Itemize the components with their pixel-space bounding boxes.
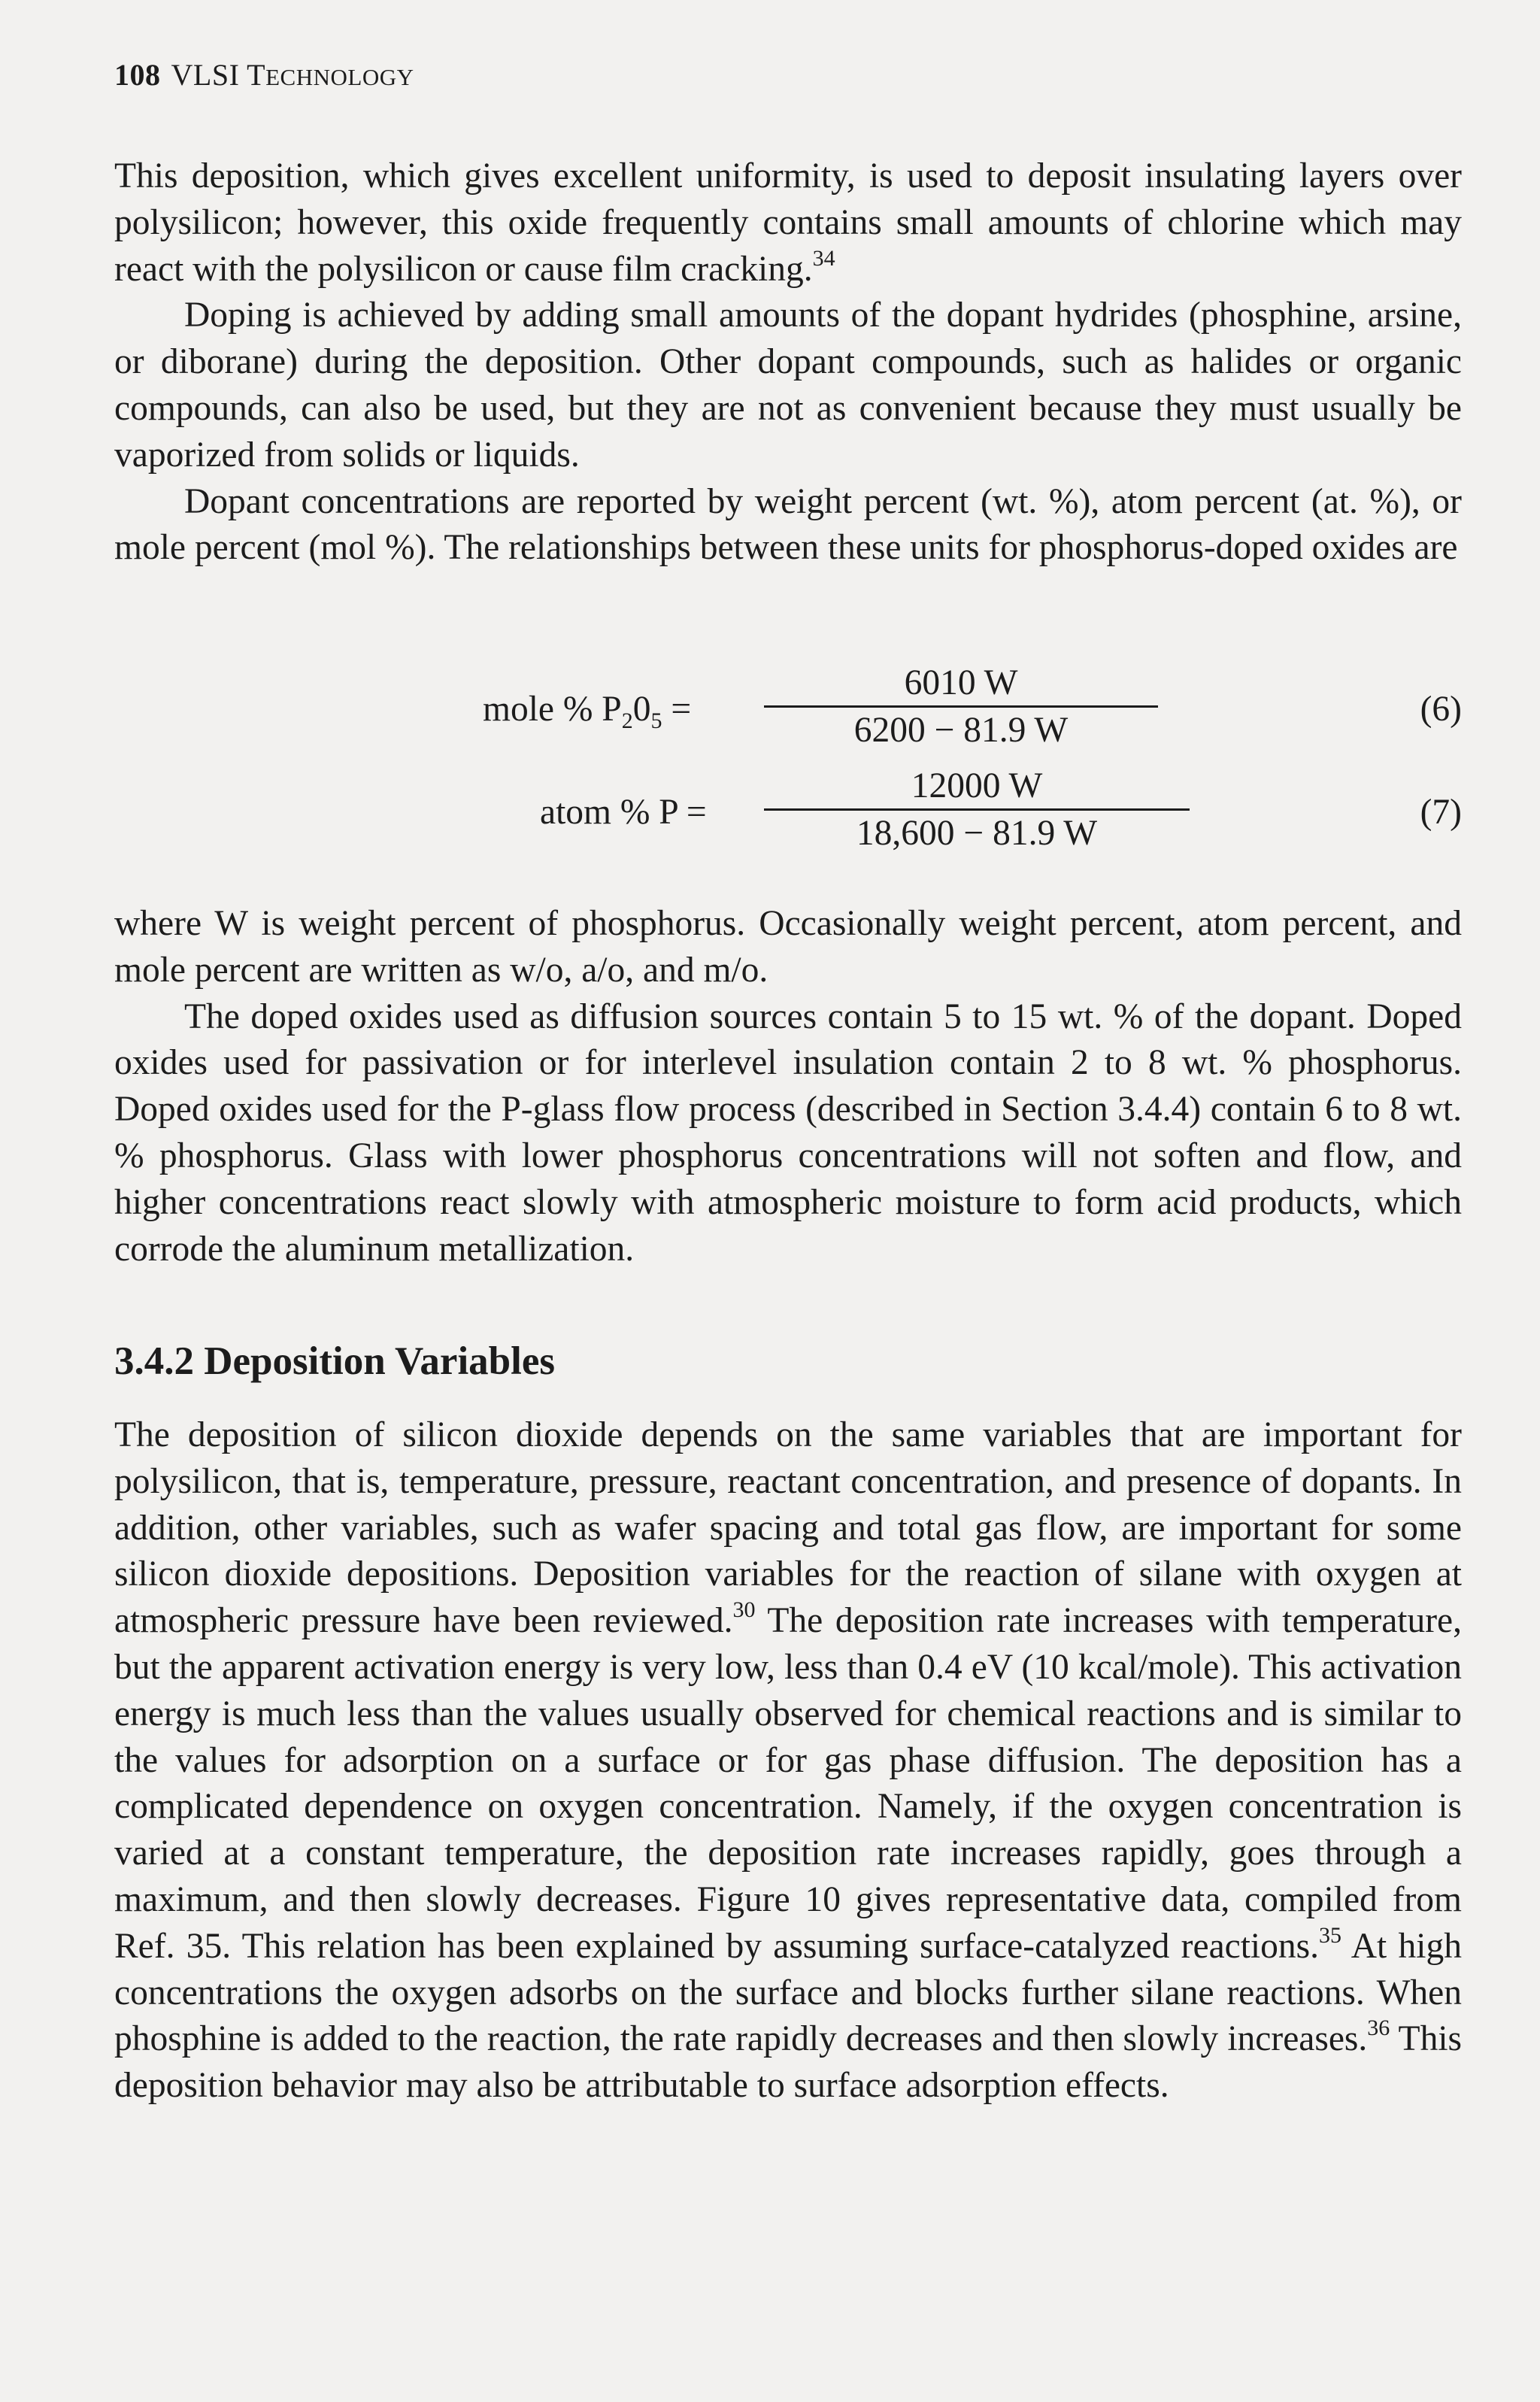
equation-7-lhs: atom % P =	[540, 793, 707, 832]
paragraph-4: where W is weight percent of phosphorus. Occasionally weight percent, atom percent, and mole percent are written as w/o, a/o, and m/o.	[114, 904, 1462, 990]
book-title-rest: ECHNOLOGY	[265, 64, 414, 90]
book-title-prefix: VLSI	[171, 58, 240, 92]
equation-6-lhs: mole % $P_20_5$ =	[483, 690, 692, 733]
equation-7-numerator: 12000 W	[911, 766, 1043, 805]
equation-6	[114, 660, 1462, 758]
equation-6-fraction	[764, 660, 1158, 753]
text-block-middle	[114, 901, 1462, 1272]
running-head	[114, 57, 414, 93]
equation-7-fraction	[764, 763, 1190, 856]
book-title-initial: T	[247, 58, 266, 92]
equation-7	[114, 763, 1462, 861]
paragraph-6: The deposition of silicon dioxide depends on the same variables that are important for polysilicon, that is, temperature, pressure, reactant concentration, and presence of dopants. In addition, other variables, such as wafer spacing and total gas flow, are important for some silicon dioxide depositions. Deposition variables for the reaction of silane with oxygen at atmospheric pressure have been reviewed.$^{30}$ The deposition rate increases with temperature, but the apparent activation energy is very low, less than 0.4 eV (10 kcal/mole). This activation energy is much less than the values usually observed for chemical reactions and is similar to the values for adsorption on a surface or for gas phase diffusion. The deposition has a complicated dependence on oxygen concentration. Namely, if the oxygen concentration is varied at a constant temperature, the deposition rate increases rapidly, goes through a maximum, and then slowly decreases. Figure 10 gives representative data, compiled from Ref. 35. This relation has been explained by assuming surface-catalyzed reactions.$^{35}$ At high concentrations the oxygen adsorbs on the surface and blocks further silane reactions. When phosphine is added to the reaction, the rate rapidly decreases and then slowly increases.$^{36}$ This deposition behavior may also be attributable to surface adsorption effects.	[114, 1415, 1462, 2106]
equation-6-number: (6)	[1420, 690, 1462, 729]
section-heading: 3.4.2 Deposition Variables	[114, 1339, 556, 1383]
paragraph-2: Doping is achieved by adding small amounts of the dopant hydrides (phosphine, arsine, or diborane) during the deposition. Other dopant compounds, such as halides or organic compounds, can also be used, but they are not as convenient because they must usually be vaporized from solids or liquids.	[114, 296, 1462, 475]
paragraph-1: This deposition, which gives excellent uniformity, is used to deposit insulating layers over polysilicon; however, this oxide frequently contains small amounts of chlorine which may react with the polysilicon or cause film cracking.$^{34}$	[114, 156, 1462, 289]
paragraph-3: Dopant concentrations are reported by weight percent (wt. %), atom percent (at. %), or mole percent (mol %). The relationships between these units for phosphorus-doped oxides are	[114, 481, 1462, 568]
equation-7-number: (7)	[1420, 793, 1462, 832]
footnote-ref-35: 35	[1319, 1922, 1341, 1948]
footnote-ref-34: 34	[812, 245, 835, 271]
footnote-ref-36: 36	[1367, 2015, 1390, 2041]
text-block-bottom	[114, 1412, 1462, 2109]
equation-6-denominator: 6200 − 81.9 W	[853, 711, 1069, 750]
equation-6-numerator: 6010 W	[904, 663, 1018, 702]
equation-7-denominator: 18,600 − 81.9 W	[856, 814, 1098, 853]
page-number: 108	[114, 58, 161, 92]
paragraph-5: The doped oxides used as diffusion sources contain 5 to 15 wt. % of the dopant. Doped oxides used for passivation or for interlevel insulation contain 2 to 8 wt. % phosphorus. Doped oxides used for the P-glass flow process (described in Section 3.4.4) contain 6 to 8 wt. % phosphorus. Glass with lower phosphorus concentrations will not soften and flow, and higher concentrations react slowly with atmospheric moisture to form acid products, which corrode the aluminum metallization.	[114, 996, 1462, 1269]
footnote-ref-30: 30	[732, 1597, 756, 1623]
text-block-top	[114, 153, 1462, 572]
